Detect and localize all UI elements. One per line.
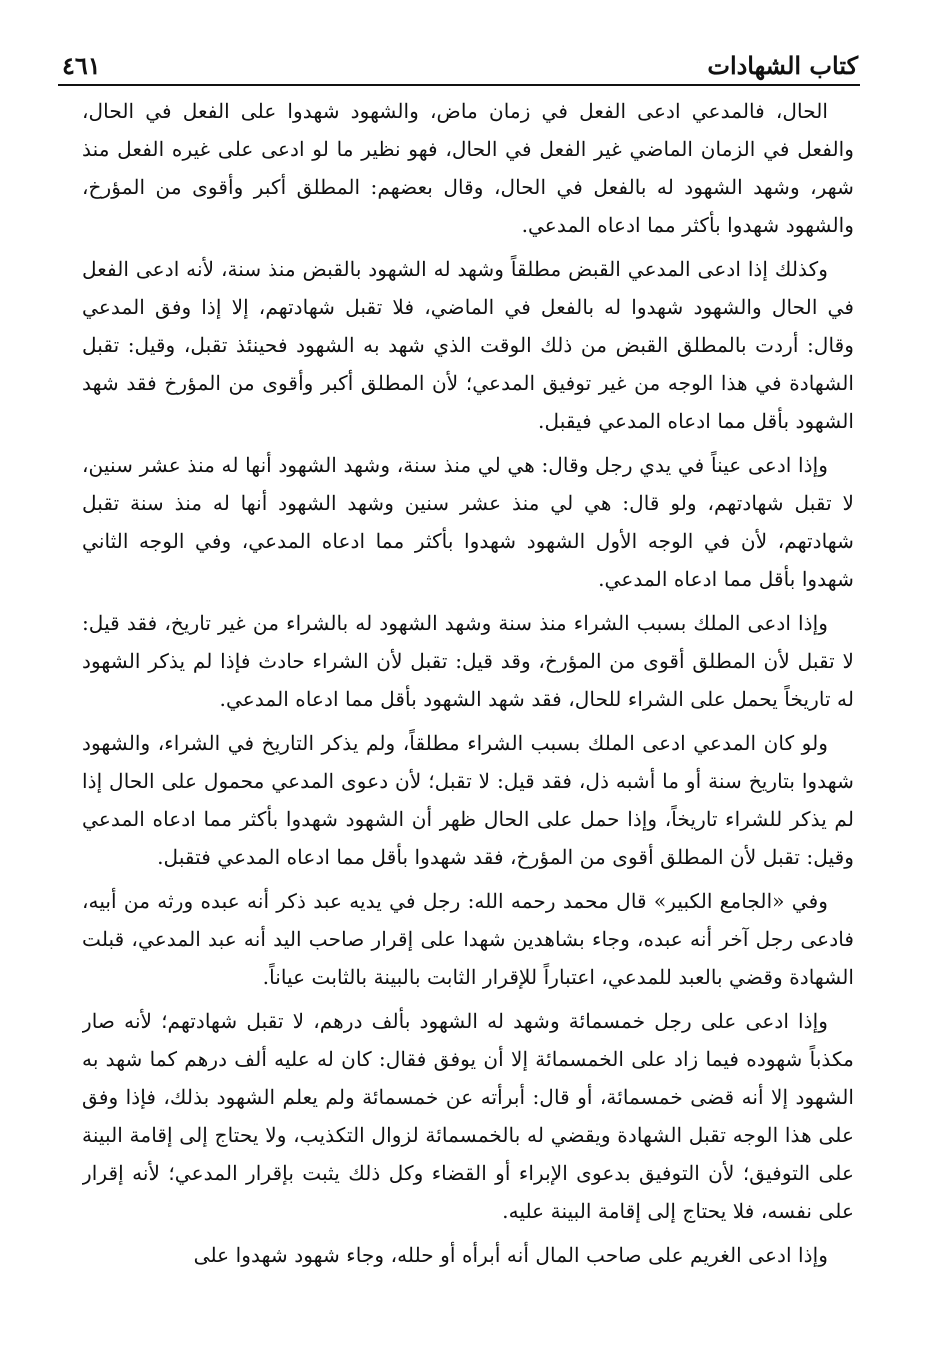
paragraph: ولو كان المدعي ادعى الملك بسبب الشراء مطلقاً، ولم يذكر التاريخ في الشراء، والشهود شهدوا بتاريخ سنة أو ما أشبه ذل، فقد قيل: لا تقبل؛ لأن دعوى المدعي محمول على الحال إذا لم يذكر للشراء تاريخاً، وإذا حمل على الحال ظهر أن الشهود شهدوا بأكثر مما ادعاه المدعي وقيل: تقبل لأن المطلق أقوى من المؤرخ، فقد شهدوا بأقل مما ادعاه المدعي فتقبل. [82, 731, 854, 869]
paragraph: وإذا ادعى الغريم على صاحب المال أنه أبرأه أو حلله، وجاء شهود شهدوا على [193, 1243, 828, 1267]
page-number: ٤٦١ [62, 51, 101, 80]
page-body [82, 92, 854, 1359]
page-header [58, 36, 858, 80]
paragraph: الحال، فالمدعي ادعى الفعل في زمان ماض، والشهود شهدوا على الفعل في الحال، والفعل في الزمان الماضي غير الفعل في الحال، فهو نظير ما لو ادعى على غيره الفعل منذ شهر، وشهد الشهود له بالفعل في الحال، وقال بعضهم: المطلق أكبر وأقوى من المؤرخ، والشهود شهدوا بأكثر مما ادعاه المدعي. [82, 99, 854, 237]
paragraph: وإذا ادعى على رجل خمسمائة وشهد له الشهود بألف درهم، لا تقبل شهادتهم؛ لأنه صار مكذباً شهوده فيما زاد على الخمسمائة إلا أن يوفق فقال: كان له عليه ألف درهم كما شهد به الشهود إلا أنه قضى خمسمائة، أو قال: أبرأته عن خمسمائة ولم يعلم الشهود بذلك، فإذا وفق على هذا الوجه تقبل الشهادة ويقضي له بالخمسمائة لزوال التكذيب، ولا يحتاج إلى إقامة البينة على التوفيق؛ لأن التوفيق بدعوى الإبراء أو القضاء وكل ذلك يثبت بإقرار المدعي؛ لأنه إقرار على نفسه، فلا يحتاج إلى إقامة البينة عليه. [82, 1009, 854, 1223]
paragraph: وإذا ادعى الملك بسبب الشراء منذ سنة وشهد الشهود له بالشراء من غير تاريخ، فقد قيل: لا تقبل لأن المطلق أقوى من المؤرخ، وقد قيل: تقبل لأن الشراء حادث فإذا لم يذكر الشهود له تاريخاً يحمل على الشراء للحال، فقد شهد الشهود بأقل مما ادعاه المدعي. [82, 611, 854, 711]
paragraph: وكذلك إذا ادعى المدعي القبض مطلقاً وشهد له الشهود بالقبض منذ سنة، لأنه ادعى الفعل في الحال والشهود شهدوا له بالفعل في الماضي، فلا تقبل شهادتهم، إلا إذا وفق المدعي وقال: أردت بالمطلق القبض من ذلك الوقت الذي شهد به الشهود فحينئذ تقبل، وقيل: تقبل الشهادة في هذا الوجه من غير توفيق المدعي؛ لأن المطلق أكبر وأقوى من المؤرخ فقد شهد الشهود بأقل مما ادعاه المدعي فيقبل. [82, 257, 854, 433]
header-divider [58, 84, 860, 86]
paragraph: وفي «الجامع الكبير» قال محمد رحمه الله: رجل في يديه عبد ذكر أنه عبده ورثه من أبيه، فادعى رجل آخر أنه عبده، وجاء بشاهدين شهدا على إقرار صاحب اليد أنه عبد المدعي، قبلت الشهادة وقضي بالعبد للمدعي، اعتباراً للإقرار الثابت بالبينة بالثابت عياناً. [82, 889, 854, 989]
book-title: كتاب الشهادات [707, 51, 858, 80]
paragraph: وإذا ادعى عيناً في يدي رجل وقال: هي لي منذ سنة، وشهد الشهود أنها له منذ عشر سنين، لا تقبل شهادتهم، ولو قال: هي لي منذ عشر سنين وشهد الشهود أنها له منذ سنة تقبل شهادتهم، لأن في الوجه الأول الشهود شهدوا بأكثر مما ادعاه المدعي، وفي الوجه الثاني شهدوا بأقل مما ادعاه المدعي. [82, 453, 854, 591]
